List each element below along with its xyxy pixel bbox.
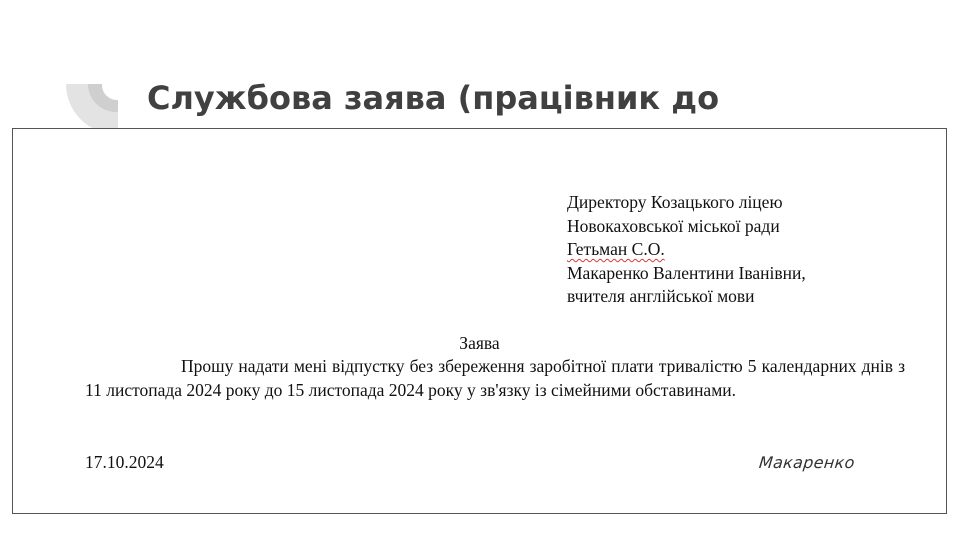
document-heading: Заява (459, 333, 500, 353)
addressee-name: Гетьман С.О. (567, 239, 665, 259)
addressee-block (567, 191, 806, 309)
handwritten-signature: Макаренко (758, 453, 856, 472)
document-date: 17.10.2024 (85, 452, 164, 472)
document-body: Прошу надати мені відпустку без збереження заробітної плати тривалістю 5 календарних днів з 11 листопада 2024 року до 15 листопада 2024 року у зв'язку із сімейними обставинами. (85, 356, 905, 400)
addressee-line: Директору Козацького ліцею (567, 192, 783, 212)
addressee-line: Макаренко Валентини Іванівни, (567, 262, 806, 283)
addressee-line (567, 238, 806, 262)
addressee-line: Новокаховської міської ради (567, 215, 780, 236)
slide-title: Службова заява (працівник до (147, 79, 720, 117)
addressee-line: вчителя англійської мови (567, 286, 755, 306)
application-document-image (12, 128, 947, 514)
title-decoration (66, 84, 118, 130)
